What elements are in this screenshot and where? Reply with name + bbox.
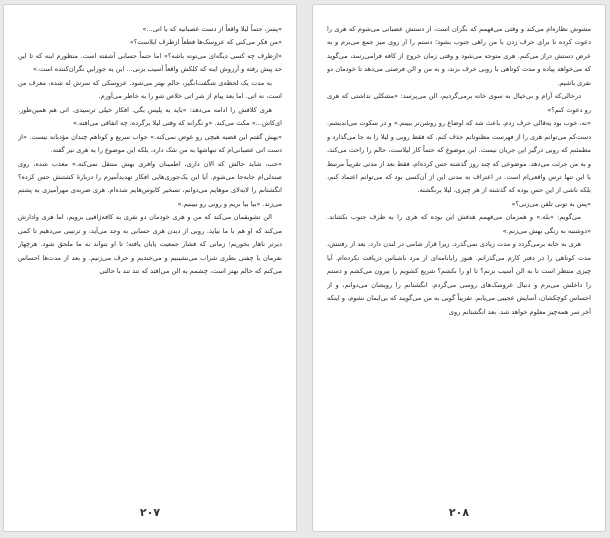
right-page-text [327, 23, 591, 493]
paragraph: «پسر، حتماً لیلا واقعاً از دست عصبانیه که با اتی...» [142, 25, 282, 33]
paragraph: الن تشویقمان می‌کند که من و هری خودمان دو نفری به کافه‌ژافیی برویم، اما هری وادارش می‌کند که او هم با ما بیاید. روبی از دیدن هری حسابی به وجد می‌آید، و ترتیبی می‌دهیم تا کمی دیرتر ناهار بخوریم؛ زمانی که فشار جمعیت پایان یافته؛ تا او بتواند به ما ملحق شود. هرچهار نفرمان با چفتی بطری شراب می‌نشینیم و می‌خندیم و حرف می‌زنیم. و بعد از مدت‌ها احساس می‌کنم که حالم بهتر است، چشمم به الن می‌افتد که تند تند با حالتی [18, 213, 282, 276]
paragraph: هری به خانه برمی‌گردد و مدت زیادی نمی‌گذرد، زیرا قرار شامی در لندن دارد. بعد از رفتنش، مدت کوتاهی را در دفتر کارم می‌گذرانم. هنوز رایانامه‌ای از مرد ناشناس دریافت نکرده‌ام. آیا چیزی منتظر است تا به الن آسیب بزنم؟ تا او را بکشم؟ شریع کشویم را بیرون می‌کشم و دستم را داخلش می‌برم و دنبال عروسک‌های روسی می‌گردم. انگشتانم را رویشان می‌دوانم، و از احساس کوچکشان، آسایش عجیبی می‌یابم. تقریباً گویی به من می‌گویند که بی‌ایمان نشوم، و اینکه آخر سر همه‌چیز معلوم خواهد شد. بعد انگشتانم روی [327, 240, 591, 316]
paragraph: «بهش گفتم این قضیه هیچی رو عوض نمی‌کنه.» جواب سریع و کوتاهم چندان مؤدبانه نیست. «از دست اتی عصبانی‌ام که تنهاشها به من شک دارد، بلکه این موضوع را به هری نیز گفته. [18, 132, 282, 155]
page-number: ۲۰۷ [139, 506, 161, 519]
paragraph: «خب، شاید حالش که الان داری، اطمینان وافری بهش منتقل نمی‌کنه.» معذب شده، روی صندلی‌ام جابه‌جا می‌شوم. آیا این یک‌جوری‌هایی افکار تهدیدآمیزم را دربارهٔ کشتنش حس کرده؟ انگشتانم را لابه‌لای موهایم می‌دوانم، تسخیر کابوس‌هایم شده‌ام. هری ضربه‌ی مهرآمیزی به پشتم می‌زند. «بیا بیا بریم و روبی رو ببینیم.» [18, 159, 282, 208]
paragraph: «من فکر می‌کنی که عروسک‌ها قطعاً ازطرف ایلاست؟» [129, 38, 282, 47]
paragraph: هری کلافش را ادامه می‌دهد: «باید به پلیس بگی. افکار خیلی ترسیدی. اتی هم همین‌طور. ای‌کاش...» مکث می‌کند. «و نگرانه که وقتی لیلا برگرده، چه اتفاقی می‌افته.» [18, 105, 282, 128]
paragraph: به مدت یک لحظه‌ی شگفت‌انگیز، حالم بهتر می‌شود. عروسکی که سرش له شده، معرف من است، نه اتی. اما بعد پیام از شر اتی خلاص شو را به خاطر می‌آورم. [18, 78, 282, 101]
paragraph: می‌گویم: «بله.» و همزمان می‌فهمم هدفش این بوده که هری را به طرف جنوب بکشاند. «دوشنبه به زنگی بهش می‌زنم.» [327, 213, 591, 235]
paragraph: «پس به تونی تلفن می‌زنی؟» [511, 199, 591, 208]
left-page [3, 4, 297, 532]
left-page-text [18, 23, 282, 493]
paragraph: درحالی‌که آرام و بی‌خیال به سوی خانه برمی‌گردیم، الن می‌پرسد: «مشکلی نداشتی که هری رو دعوت کنم؟» [327, 92, 591, 114]
right-page [312, 4, 606, 532]
paragraph: «نه، خوب بود یه‌قالی حرف زدم. باعث شد که اوضاع رو روشن‌تر ببینم.» و در سکوت می‌اندیشم. دست‌کم می‌توانم هری را از فهرست مظنونانم حذف کنم. که فقط روبی و لیلا را به جا می‌گذارد و مطمئنم که روبی درگیر این جریان نیست. این موضوع که حتماً کار لیلاست، حالم را راحت می‌کند، و به من جرئت می‌دهد. موضوعی که چند روز گذشته حس کرده‌ام، فقط بعد از مدتی تقریباً مرتبط با این تنها ترس واقعی‌ام است. در اعتراف به مدتی این از آن‌کسی بود که می‌توانم اعتماد کنم، بلکه ناشی از این حس بوده که گذشته از هر چیزی، لیلا برنگشته. [327, 119, 591, 195]
paragraph: «ازطرف چه کسی دیگه‌ای می‌تونه باشه؟» اما حتماً حسابی آشفته است. منظورم اینه که تا این حد پیش رفته و آرزوش اینه که کلکش واقعاً آسیب بزنی... این یه جوراییِ نگران‌کننده است.» [18, 51, 282, 74]
paragraph: مشوش نظاره‌ام می‌کند و وقتی می‌فهمم که نگران است، از دستش عصبانی می‌شوم که هری را دعوت کرده تا برای حرف زدن با من راهی جنوب بشود؛ دستم را از روی میز جمع می‌برم و به عرض دستش دراز می‌کنم. هری متوجه می‌شود و وقتی زمان خروج از کافه فرامی‌رسد، می‌گوید که می‌خواهد پیاده و مدت کوتاهی با روبی حرف بزند، و به من و الن فرصتی می‌دهد تا خودمان دو نفری باشیم. [327, 25, 591, 87]
page-number: ۲۰۸ [448, 506, 470, 519]
